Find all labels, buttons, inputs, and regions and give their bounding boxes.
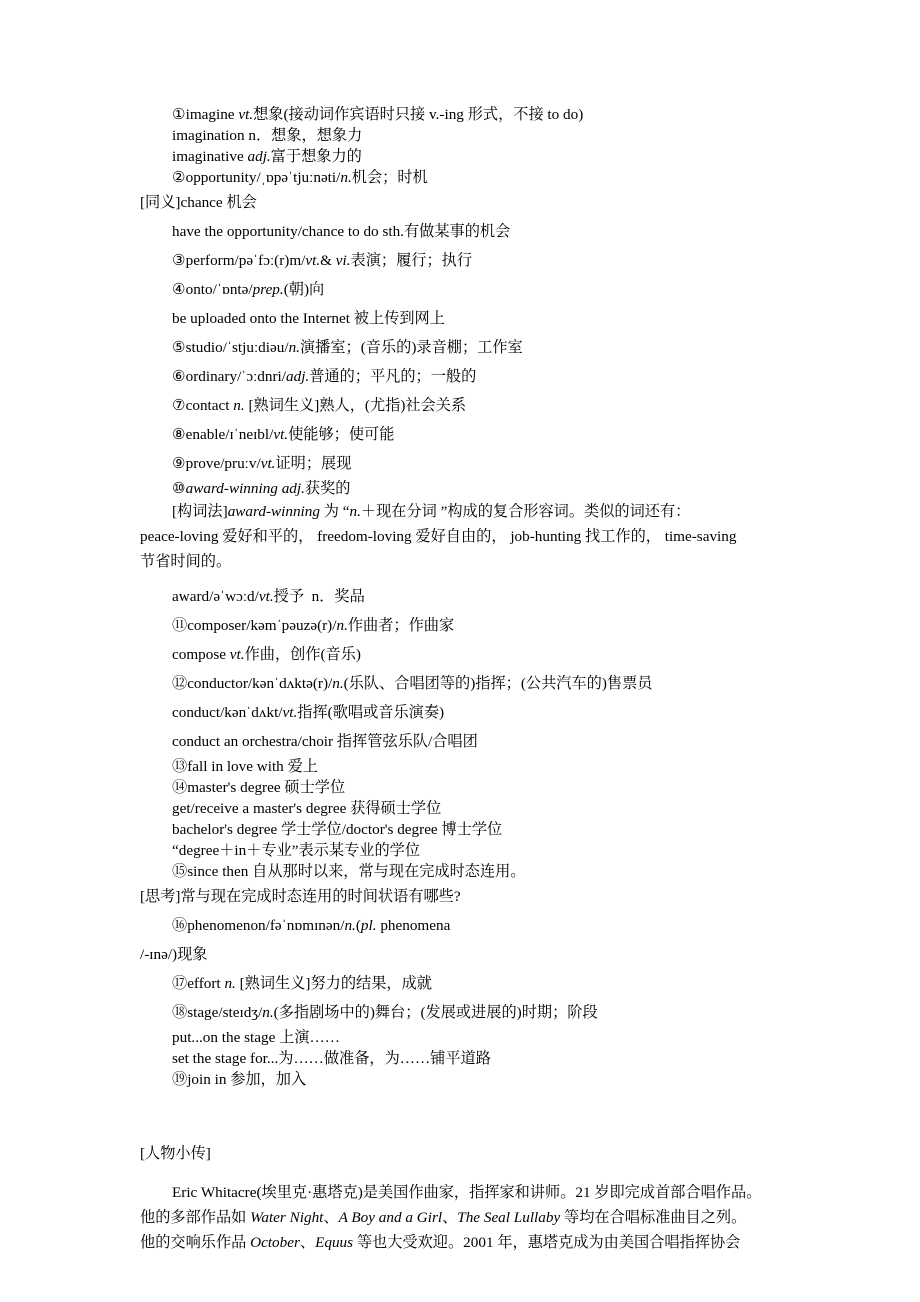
vocab-entry: award/əˈwɔːd/vt.授予 n．奖品 <box>172 588 365 605</box>
vocab-entry: ⑧enable/ɪˈneɪbl/vt.使能够；使可能 <box>172 426 395 443</box>
vocab-entry: /-ɪnə/)现象 <box>140 946 208 963</box>
spacer <box>172 1090 792 1128</box>
biography-section <box>140 1143 792 1255</box>
vocab-entry: ③perform/pəˈfɔː(r)m/vt.& vi.表演；履行；执行 <box>172 252 473 269</box>
vocab-entry: be uploaded onto the Internet 被上传到网上 <box>172 310 445 327</box>
vocab-entry: ⑯phenomenon/fəˈnɒmɪnən/n.(pl. phenomena <box>172 917 451 934</box>
vocab-entry: ⑮since then 自从那时以来，常与现在完成时态连用。 <box>172 863 526 880</box>
vocab-entry: set the stage for...为……做准备，为……铺平道路 <box>172 1050 491 1067</box>
note-line: [构词法]award-winning 为 “n.＋现在分词 ”构成的复合形容词。类似的词还有： <box>172 503 691 520</box>
vocab-entry: “degree＋in＋专业”表示某专业的学位 <box>172 842 421 859</box>
vocab-entry: ⑤studio/ˈstjuːdiəu/n.演播室；(音乐的)录音棚；工作室 <box>172 339 523 356</box>
vocab-entry: ⑩award-winning adj.获奖的 <box>172 480 351 497</box>
biography-line: 他的多部作品如 Water Night、A Boy and a Girl、The Seal Lullaby 等均在合唱标准曲目之列。 <box>140 1209 747 1227</box>
vocab-entry: have the opportunity/chance to do sth.有做某事的机会 <box>172 223 511 240</box>
vocab-entry: ⑪composer/kəmˈpəuzə(r)/n.作曲者；作曲家 <box>172 617 455 634</box>
vocab-entry: ①imagine vt.想象(接动词作宾语时只接 v.-ing 形式，不接 to do) <box>172 106 584 123</box>
vocab-entry: ⑥ordinary/ˈɔːdnri/adj.普通的；平凡的；一般的 <box>172 368 477 385</box>
vocab-entry: ⑨prove/pruːv/vt.证明；展现 <box>172 455 352 472</box>
vocab-entry: bachelor's degree 学士学位/doctor's degree 博士学位 <box>172 821 503 838</box>
vocab-entry: conduct an orchestra/choir 指挥管弦乐队/合唱团 <box>172 733 478 750</box>
vocab-entry: [同义]chance 机会 <box>140 194 257 211</box>
vocabulary-block-2 <box>140 582 792 1090</box>
vocab-entry: imagination n．想象，想象力 <box>172 127 363 144</box>
vocab-entry: ④onto/ˈɒntə/prep.(朝)向 <box>172 281 325 298</box>
vocab-entry: ⑲join in 参加，加入 <box>172 1071 307 1088</box>
vocab-entry: ⑱stage/steɪdʒ/n.(多指剧场中的)舞台；(发展或进展的)时期；阶段 <box>172 1004 598 1021</box>
vocab-entry: ⑭master's degree 硕士学位 <box>172 779 346 796</box>
biography-heading: [人物小传] <box>140 1145 211 1163</box>
vocabulary-block-1 <box>140 104 792 499</box>
vocab-entry: ⑬fall in love with 爱上 <box>172 758 318 775</box>
biography-line: 他的交响乐作品 October、Equus 等也大受欢迎。2001 年，惠塔克成为由美国合唱指挥协会 <box>140 1234 741 1252</box>
word-formation-note <box>140 499 792 574</box>
vocab-entry: conduct/kənˈdʌkt/vt.指挥(歌唱或音乐演奏) <box>172 704 445 721</box>
note-line: 节省时间的。 <box>140 553 232 570</box>
vocab-entry: compose vt.作曲，创作(音乐) <box>172 646 361 663</box>
vocab-entry: [思考]常与现在完成时态连用的时间状语有哪些? <box>140 888 461 905</box>
vocab-entry: ②opportunity/ˌɒpəˈtjuːnəti/n.机会；时机 <box>172 169 428 186</box>
vocab-entry: ⑦contact n. [熟词生义]熟人，(尤指)社会关系 <box>172 397 467 414</box>
spacer <box>172 574 792 582</box>
vocab-entry: get/receive a master's degree 获得硕士学位 <box>172 800 442 817</box>
vocab-entry: ⑫conductor/kənˈdʌktə(r)/n.(乐队、合唱团等的)指挥；(公共汽车的)售票员 <box>172 675 653 692</box>
vocab-entry: imaginative adj.富于想象力的 <box>172 148 362 165</box>
vocab-entry: put...on the stage 上演…… <box>172 1029 340 1046</box>
vocab-entry: ⑰effort n. [熟词生义]努力的结果，成就 <box>172 975 432 992</box>
biography-line: Eric Whitacre(埃里克·惠塔克)是美国作曲家，指挥家和讲师。21 岁即完成首部合唱作品。 <box>172 1184 762 1202</box>
note-line: peace-loving 爱好和平的， freedom-loving 爱好自由的， job-hunting 找工作的， time-saving <box>140 528 737 545</box>
